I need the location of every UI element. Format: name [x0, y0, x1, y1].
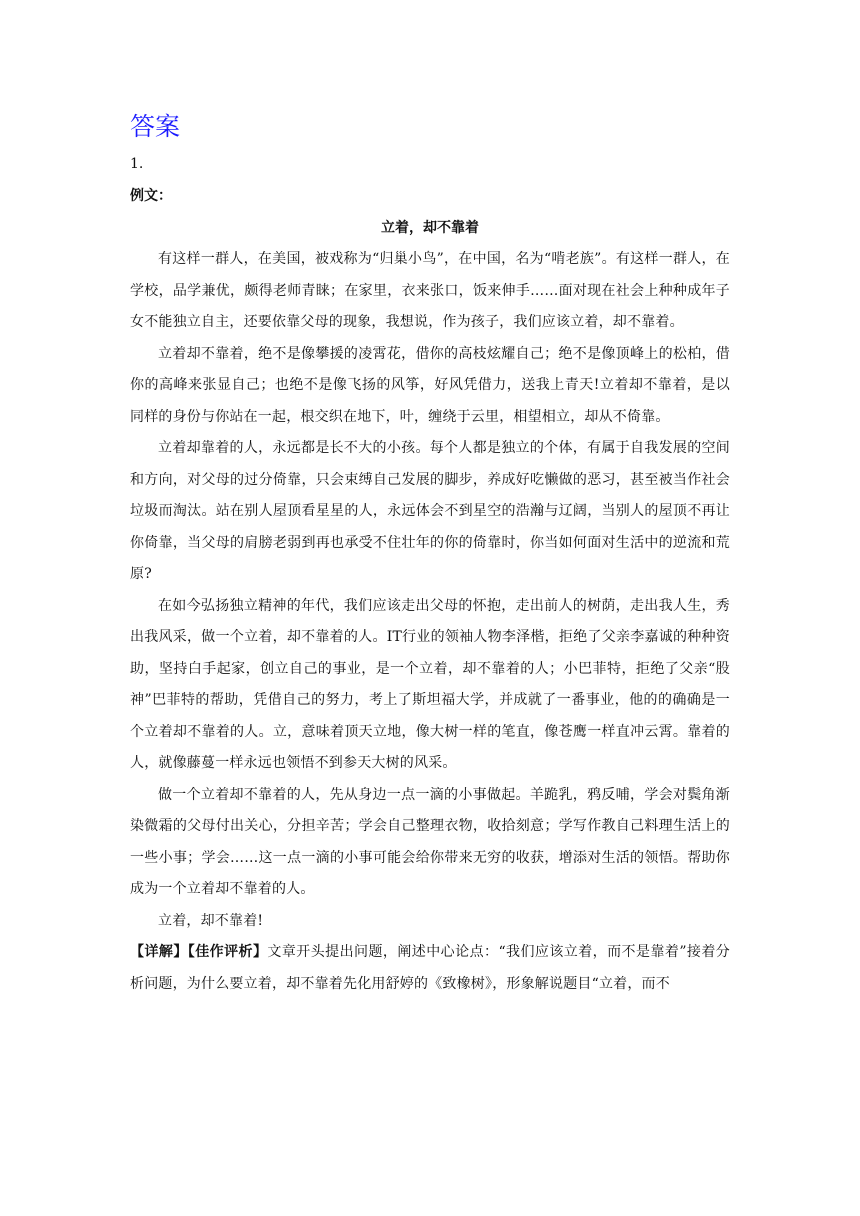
essay-paragraph-4: 在如今弘扬独立精神的年代，我们应该走出父母的怀抱，走出前人的树荫，走出我人生，秀出我风采，做一个立着，却不靠着的人。IT行业的领袖人物李泽楷，拒绝了父亲李嘉诚的种种资助，坚持白手起家，创立自己的事业，是一个立着，却不靠着的人；小巴菲特，拒绝了父亲“股神”巴菲特的帮助，凭借自己的努力，考上了斯坦福大学，并成就了一番事业，他的的确确是一个立着却不靠着的人。立，意味着顶天立地，像大树一样的笔直，像苍鹰一样直冲云霄。靠着的人，就像藤蔓一样永远也领悟不到参天大树的风采。	[130, 597, 730, 771]
analysis-paragraph	[130, 937, 730, 1000]
essay-paragraph-2: 立着却不靠着，绝不是像攀援的凌霄花，借你的高枝炫耀自己；绝不是像顶峰上的松柏，借你的高峰来张显自己；也绝不是像飞扬的风筝，好风凭借力，送我上青天!立着却不靠着，是以同样的身份与你站在一起，根交织在地下，叶，缠绕于云里，相望相立，却从不倚靠。	[130, 345, 730, 425]
essay-paragraph-5: 做一个立着却不靠着的人，先从身边一点一滴的小事做起。羊跪乳，鸦反哺，学会对鬓角渐染微霜的父母付出关心，分担辛苦；学会自己整理衣物，收拾刻意；学写作教自己料理生活上的一些小事；学会……这一点一滴的小事可能会给你带来无穷的收获，增添对生活的领悟。帮助你成为一个立着却不靠着的人。	[130, 786, 730, 897]
essay-paragraph-3: 立着却靠着的人，永远都是长不大的小孩。每个人都是独立的个体，有属于自我发展的空间和方向，对父母的过分倚靠，只会束缚自己发展的脚步，养成好吃懒做的恶习，甚至被当作社会垃圾而淘汰。站在别人屋顶看星星的人，永远体会不到星空的浩瀚与辽阔，当别人的屋顶不再让你倚靠，当父母的肩膀老弱到再也承受不住壮年的你的倚靠时，你当如何面对生活中的逆流和荒原?	[130, 440, 730, 582]
question-number: 1.	[130, 156, 144, 172]
essay-title: 立着，却不靠着	[381, 220, 479, 236]
essay-paragraph-1: 有这样一群人，在美国，被戏称为“归巢小鸟”，在中国，名为“啃老族”。有这样一群人，在学校，品学兼优，颇得老师青睐；在家里，衣来张口，饭来伸手……面对现在社会上种种成年子女不能独立自主，还要依靠父母的现象，我想说，作为孩子，我们应该立着，却不靠着。	[130, 251, 730, 330]
example-label: 例文：	[130, 188, 172, 204]
essay-paragraph-6: 立着，却不靠着!	[158, 912, 264, 929]
analysis-text: 文章开头提出问题，阐述中心论点：“我们应该立着，而不是靠着”接着分析问题，为什么要立着，却不靠着先化用舒婷的《致橡树》，形象解说题目“立着，而不	[130, 944, 730, 992]
answer-heading: 答案	[130, 112, 181, 141]
analysis-tag: 【详解】【佳作评析】	[130, 944, 268, 960]
answer-page	[130, 108, 730, 1000]
